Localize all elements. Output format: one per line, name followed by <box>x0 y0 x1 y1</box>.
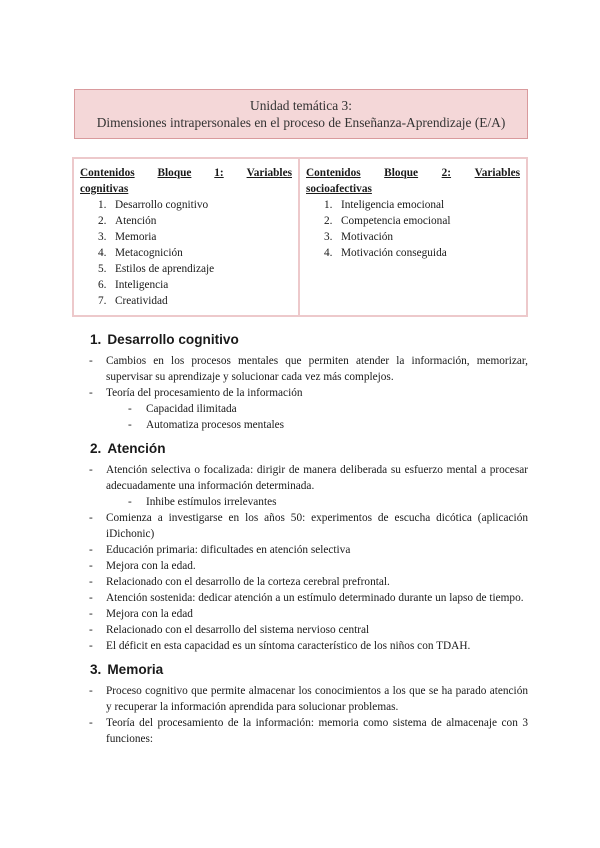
list-item-label: Memoria <box>115 231 157 243</box>
list-item <box>98 197 292 213</box>
section-heading <box>90 439 528 459</box>
document-body <box>86 330 528 753</box>
block-2-heading: Contenidos Bloque 2: Variables socioafectivas <box>306 167 520 195</box>
bullet-item: - Cambios en los procesos mentales que permiten atender la información, memorizar, supervisar su aprendizaje y solucionar cada vez más complejos. <box>86 353 528 385</box>
list-item-number: 4. <box>98 247 107 259</box>
sub-bullet-item: - Inhibe estímulos irrelevantes <box>86 494 528 510</box>
block-1-list <box>80 197 292 309</box>
bullet-item: - El déficit en esta capacidad es un síntoma característico de los niños con TDAH. <box>86 638 528 654</box>
section-heading <box>90 660 528 680</box>
list-item <box>98 213 292 229</box>
list-item <box>98 245 292 261</box>
list-item-number: 3. <box>324 231 333 243</box>
list-item <box>98 293 292 309</box>
list-item <box>324 197 520 213</box>
unit-title: Unidad temática 3: <box>250 98 352 113</box>
list-item-label: Creatividad <box>115 295 168 307</box>
sub-bullet-item: - Automatiza procesos mentales <box>86 417 528 433</box>
sub-bullet-item: - Capacidad ilimitada <box>86 401 528 417</box>
list-item-label: Motivación <box>341 231 394 243</box>
bullet-item: - Comienza a investigarse en los años 50: experimentos de escucha dicótica (aplicación iDichonic) <box>86 510 528 542</box>
bullet-item: - Relacionado con el desarrollo de la corteza cerebral prefrontal. <box>86 574 528 590</box>
bullet-item: - Teoría del procesamiento de la información <box>86 385 528 401</box>
section <box>86 660 528 747</box>
list-item-number: 1. <box>324 199 333 211</box>
section-number: 1. <box>90 332 102 347</box>
unit-title-box <box>74 89 528 139</box>
bullet-list <box>86 353 528 433</box>
list-item-number: 7. <box>98 295 107 307</box>
bullet-item: - Relacionado con el desarrollo del sistema nervioso central <box>86 622 528 638</box>
section-number: 3. <box>90 662 102 677</box>
section-heading <box>90 330 528 350</box>
block-2-list <box>306 197 520 261</box>
list-item-number: 6. <box>98 279 107 291</box>
bullet-item: - Atención sostenida: dedicar atención a un estímulo determinado durante un lapso de tiempo. <box>86 590 528 606</box>
list-item-number: 4. <box>324 247 333 259</box>
list-item-label: Metacognición <box>115 247 183 259</box>
bullet-item: - Atención selectiva o focalizada: dirigir de manera deliberada su esfuerzo mental a procesar adecuadamente una información determinada. <box>86 462 528 494</box>
list-item-number: 1. <box>98 199 107 211</box>
section-title: Atención <box>107 441 166 456</box>
bullet-item: - Educación primaria: dificultades en atención selectiva <box>86 542 528 558</box>
list-item <box>98 229 292 245</box>
section <box>86 439 528 654</box>
bullet-list <box>86 462 528 654</box>
list-item-label: Competencia emocional <box>341 215 451 227</box>
list-item-label: Inteligencia <box>115 279 169 291</box>
list-item-label: Atención <box>115 215 157 227</box>
bullet-item: - Mejora con la edad <box>86 606 528 622</box>
contents-table <box>72 157 528 317</box>
list-item <box>324 245 520 261</box>
list-item-label: Motivación conseguida <box>341 247 447 259</box>
bullet-item: - Proceso cognitivo que permite almacenar los conocimientos a los que se ha parado atención y recuperar la información aprendida para solucionar problemas. <box>86 683 528 715</box>
section-title: Memoria <box>107 662 164 677</box>
bullet-item: - Mejora con la edad. <box>86 558 528 574</box>
section-number: 2. <box>90 441 102 456</box>
block-1-column <box>74 159 300 315</box>
list-item-number: 5. <box>98 263 107 275</box>
section-title: Desarrollo cognitivo <box>107 332 239 347</box>
bullet-list <box>86 683 528 747</box>
unit-subtitle: Dimensiones intrapersonales en el proceso de Enseñanza-Aprendizaje (E/A) <box>96 115 506 130</box>
list-item <box>324 213 520 229</box>
list-item-number: 2. <box>98 215 107 227</box>
bullet-item: - Teoría del procesamiento de la información: memoria como sistema de almacenaje con 3 funciones: <box>86 715 528 747</box>
block-2-column <box>300 159 526 315</box>
section <box>86 330 528 433</box>
list-item <box>98 261 292 277</box>
list-item <box>98 277 292 293</box>
list-item-label: Desarrollo cognitivo <box>115 199 209 211</box>
list-item-number: 3. <box>98 231 107 243</box>
list-item-number: 2. <box>324 215 333 227</box>
list-item-label: Inteligencia emocional <box>341 199 445 211</box>
list-item-label: Estilos de aprendizaje <box>115 263 215 275</box>
list-item <box>324 229 520 245</box>
block-1-heading: Contenidos Bloque 1: Variables cognitivas <box>80 167 292 195</box>
